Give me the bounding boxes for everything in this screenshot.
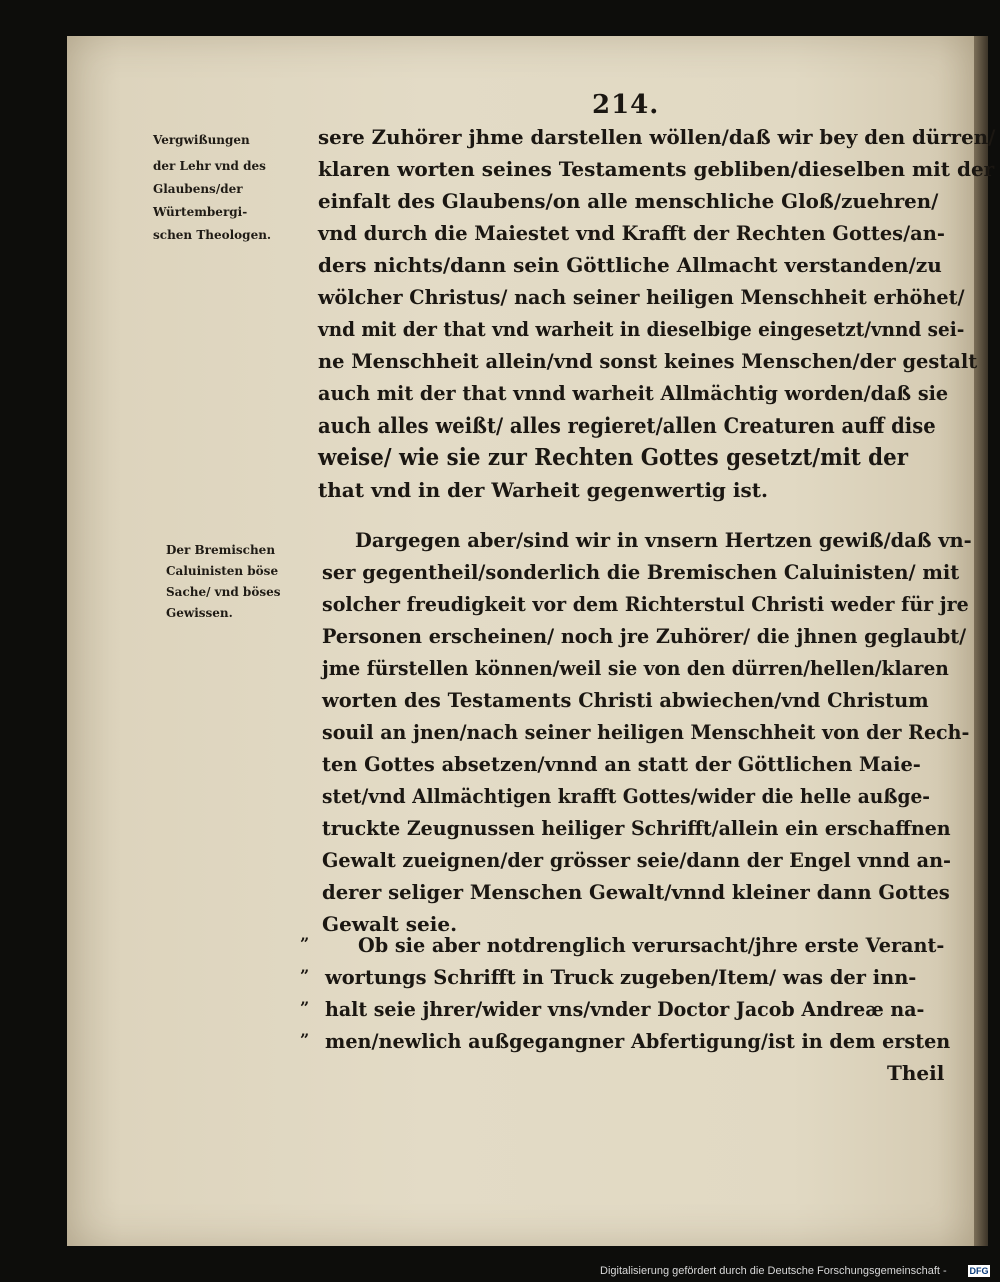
margin-note-2-line-3: Sache/ vnd böses [166, 585, 281, 599]
body-line: Personen erscheinen/ noch jre Zuhörer/ die jhnen geglaubt/ [322, 624, 967, 648]
body-line: sere Zuhörer jhme darstellen wöllen/daß wir bey den dürren/ [318, 125, 996, 149]
body-line: Gewalt zueignen/der grösser seie/dann der Engel vnnd an- [322, 848, 952, 872]
body-line: klaren worten seines Testaments gebliben/dieselben mit der [318, 157, 995, 181]
body-line: souil an jnen/nach seiner heiligen Menschheit von der Rech- [322, 720, 970, 744]
catchword: Theil [887, 1061, 945, 1085]
body-line: ders nichts/dann sein Göttliche Allmacht verstanden/zu [318, 253, 942, 277]
quote-mark: ” [300, 998, 310, 1017]
body-line: stet/vnd Allmächtigen krafft Gottes/wider die helle außge- [322, 784, 931, 808]
body-line: vnd mit der that vnd warheit in dieselbige eingesetzt/vnnd sei- [318, 317, 965, 341]
body-line: Gewalt seie. [322, 912, 458, 936]
body-line: solcher freudigkeit vor dem Richterstul Christi weder für jre [322, 592, 969, 616]
body-line: Ob sie aber notdrenglich verursacht/jhre erste Verant- [358, 933, 945, 957]
margin-note-1-line-2: der Lehr vnd des [153, 159, 266, 173]
body-line: derer seliger Menschen Gewalt/vnnd kleiner dann Gottes [322, 880, 950, 904]
digitization-credit: Digitalisierung gefördert durch die Deutsche Forschungsgemeinschaft - [600, 1265, 947, 1277]
body-line: men/newlich außgegangner Abfertigung/ist in dem ersten [325, 1029, 951, 1053]
body-line: auch alles weißt/ alles regieret/allen Creaturen auff dise [318, 413, 936, 438]
body-line: jme fürstellen können/weil sie von den dürren/hellen/klaren [322, 656, 949, 680]
body-line: einfalt des Glaubens/on alle menschliche Gloß/zuehren/ [318, 189, 939, 213]
body-line: truckte Zeugnussen heiliger Schrifft/allein ein erschaffnen [322, 816, 951, 840]
margin-note-2-line-1: Der Bremischen [166, 543, 276, 557]
body-line: weise/ wie sie zur Rechten Gottes gesetzt/mit der [318, 444, 908, 471]
body-line: wortungs Schrifft in Truck zugeben/Item/ was der inn- [325, 965, 917, 989]
body-line: auch mit der that vnnd warheit Allmächtig worden/daß sie [318, 381, 949, 405]
margin-note-2-line-4: Gewissen. [166, 606, 233, 620]
body-line: that vnd in der Warheit gegenwertig ist. [318, 478, 768, 502]
quote-mark: ” [300, 966, 310, 985]
margin-note-1-line-1: Vergwißungen [153, 133, 250, 147]
margin-note-1-line-4: Würtembergi- [153, 205, 248, 219]
body-line: ten Gottes absetzen/vnnd an statt der Göttlichen Maie- [322, 752, 921, 776]
dfg-logo: DFG [969, 1266, 989, 1276]
body-line: worten des Testaments Christi abwiechen/vnd Christum [322, 688, 929, 712]
margin-note-2-line-2: Caluinisten böse [166, 564, 279, 578]
body-line: Dargegen aber/sind wir in vnsern Hertzen gewiß/daß vn- [355, 528, 972, 552]
body-line: ne Menschheit allein/vnd sonst keines Menschen/der gestalt [318, 349, 978, 373]
body-line: ser gegentheil/sonderlich die Bremischen Caluinisten/ mit [322, 560, 960, 584]
body-line: wölcher Christus/ nach seiner heiligen Menschheit erhöhet/ [318, 285, 965, 309]
margin-note-1-line-5: schen Theologen. [153, 228, 272, 242]
body-line: halt seie jhrer/wider vns/vnder Doctor Jacob Andreæ na- [325, 997, 925, 1021]
body-line: vnd durch die Maiestet vnd Krafft der Rechten Gottes/an- [318, 221, 945, 245]
quote-mark: ” [300, 934, 310, 953]
margin-note-1-line-3: Glaubens/der [153, 182, 243, 196]
page-edge [974, 36, 988, 1246]
quote-mark: ” [300, 1030, 310, 1049]
page-number: 214. [592, 90, 660, 120]
